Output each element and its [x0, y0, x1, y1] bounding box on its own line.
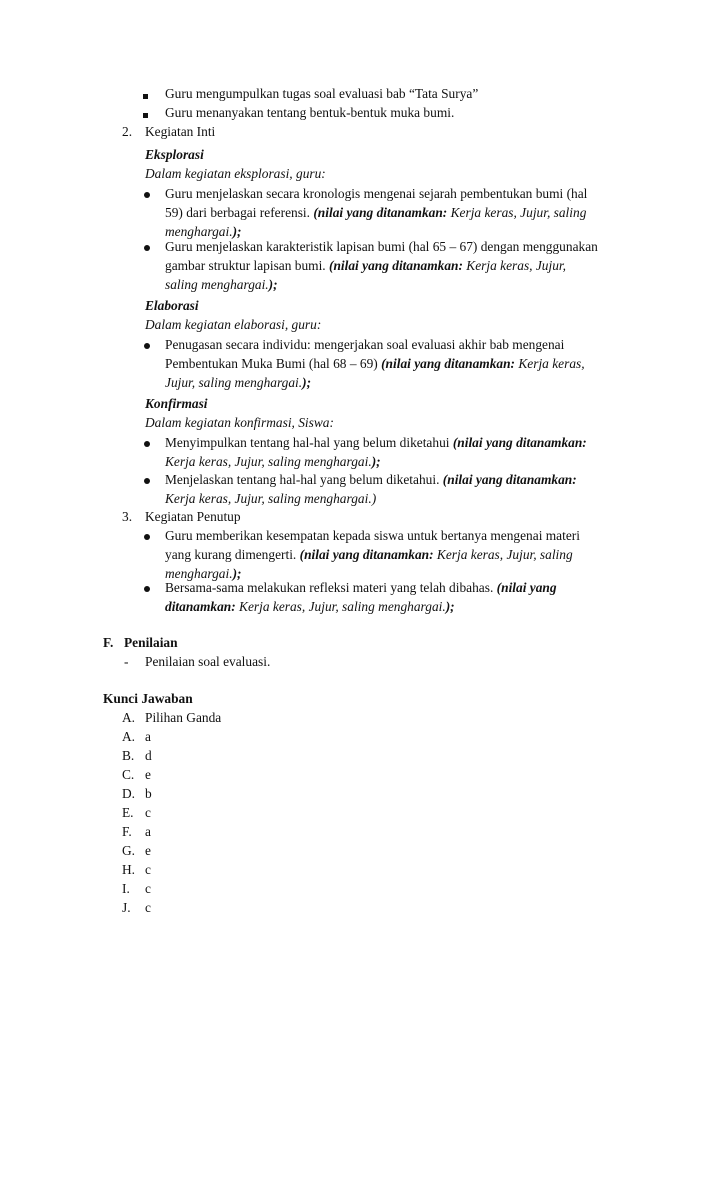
- activity-line: Guru memberikan kesempatan kepada siswa untuk bertanya mengenai materi: [165, 528, 580, 543]
- square-bullet-icon: [143, 113, 148, 118]
- step-number: 2.: [122, 124, 133, 139]
- step-title: Kegiatan Inti: [145, 124, 216, 139]
- activity-line: ditanamkan: Kerja keras, Jujur, saling menghargai.);: [165, 599, 455, 614]
- round-bullet-icon: [144, 343, 150, 349]
- value-text: Kerja keras, Jujur, saling: [433, 547, 573, 562]
- penilaian-item: Penilaian soal evaluasi.: [145, 654, 271, 669]
- subsection-intro: Dalam kegiatan eksplorasi, guru:: [145, 166, 326, 181]
- activity-line: Menjelaskan tentang hal-hal yang belum diketahui. (nilai yang ditanamkan:: [165, 472, 577, 487]
- value-text: saling menghargai.: [165, 277, 269, 292]
- activity-line: Pembentukan Muka Bumi (hal 68 – 69) (nilai yang ditanamkan: Kerja keras,: [165, 356, 585, 371]
- answer-section-title: Pilihan Ganda: [145, 710, 222, 725]
- pendahuluan-item: Guru menanyakan tentang bentuk-bentuk muka bumi.: [165, 105, 455, 120]
- pendahuluan-item: Guru mengumpulkan tugas soal evaluasi bab “Tata Surya”: [165, 86, 479, 101]
- answer-value: e: [145, 767, 151, 782]
- activity-line: saling menghargai.);: [165, 277, 278, 292]
- answer-value: a: [145, 729, 151, 744]
- value-text: Kerja keras, Jujur, saling menghargai.: [165, 491, 372, 506]
- round-bullet-icon: [144, 192, 150, 198]
- answer-value: c: [145, 805, 151, 820]
- answer-section-letter: A.: [122, 710, 136, 725]
- value-label: (nilai yang ditanamkan:: [313, 205, 448, 220]
- answer-value: c: [145, 881, 151, 896]
- answer-number: E.: [122, 805, 134, 820]
- round-bullet-icon: [144, 534, 150, 540]
- activity-line: Guru menjelaskan karakteristik lapisan bumi (hal 65 – 67) dengan menggunakan: [165, 239, 598, 254]
- square-bullet-icon: [143, 94, 148, 99]
- value-label: (nilai yang: [496, 580, 557, 595]
- step-title: Kegiatan Penutup: [145, 509, 241, 524]
- answer-number: I.: [122, 881, 130, 896]
- activity-line: Penugasan secara individu: mengerjakan soal evaluasi akhir bab mengenai: [165, 337, 565, 352]
- value-text: Kerja keras,: [515, 356, 585, 371]
- subsection-intro: Dalam kegiatan elaborasi, guru:: [145, 317, 322, 332]
- value-text: Kerja keras, Jujur,: [462, 258, 566, 273]
- activity-line: Kerja keras, Jujur, saling menghargai.): [165, 491, 377, 506]
- activity-line: menghargai.);: [165, 224, 242, 239]
- activity-line: Kerja keras, Jujur, saling menghargai.);: [165, 454, 381, 469]
- value-text: Jujur, saling menghargai.: [165, 375, 303, 390]
- round-bullet-icon: [144, 441, 150, 447]
- answer-number: H.: [122, 862, 136, 877]
- subsection-intro: Dalam kegiatan konfirmasi, Siswa:: [145, 415, 334, 430]
- section-title: Penilaian: [124, 635, 178, 650]
- answer-value: a: [145, 824, 151, 839]
- dash-bullet: -: [124, 654, 129, 669]
- answer-value: b: [145, 786, 152, 801]
- answer-number: B.: [122, 748, 135, 763]
- round-bullet-icon: [144, 245, 150, 251]
- activity-line: Guru menjelaskan secara kronologis mengenai sejarah pembentukan bumi (hal: [165, 186, 588, 201]
- step-number: 3.: [122, 509, 133, 524]
- activity-line: Menyimpulkan tentang hal-hal yang belum diketahui (nilai yang ditanamkan:: [165, 435, 587, 450]
- round-bullet-icon: [144, 586, 150, 592]
- value-text: menghargai.: [165, 224, 233, 239]
- answer-value: d: [145, 748, 152, 763]
- value-label: (nilai yang ditanamkan:: [299, 547, 434, 562]
- value-label: (nilai yang ditanamkan:: [452, 435, 587, 450]
- answer-number: F.: [122, 824, 132, 839]
- activity-line: gambar struktur lapisan bumi. (nilai yang ditanamkan: Kerja keras, Jujur,: [165, 258, 566, 273]
- answer-number: G.: [122, 843, 136, 858]
- answer-number: C.: [122, 767, 135, 782]
- value-text: menghargai.: [165, 566, 233, 581]
- value-text: Kerja keras, Jujur, saling menghargai.: [165, 454, 372, 469]
- value-label: (nilai yang ditanamkan:: [381, 356, 516, 371]
- activity-line: Bersama-sama melakukan refleksi materi yang telah dibahas. (nilai yang: [165, 580, 557, 595]
- subsection-heading: Konfirmasi: [145, 396, 208, 411]
- subsection-heading: Eksplorasi: [145, 147, 204, 162]
- section-letter: F.: [103, 635, 114, 650]
- round-bullet-icon: [144, 478, 150, 484]
- activity-line: Jujur, saling menghargai.);: [165, 375, 312, 390]
- answer-number: D.: [122, 786, 136, 801]
- answer-number: A.: [122, 729, 136, 744]
- activity-line: yang kurang dimengerti. (nilai yang ditanamkan: Kerja keras, Jujur, saling: [165, 547, 573, 562]
- answer-value: e: [145, 843, 151, 858]
- subsection-heading: Elaborasi: [145, 298, 199, 313]
- activity-line: 59) dari berbagai referensi. (nilai yang ditanamkan: Kerja keras, Jujur, saling: [165, 205, 587, 220]
- answer-key-title: Kunci Jawaban: [103, 691, 193, 706]
- value-label: (nilai yang ditanamkan:: [442, 472, 577, 487]
- activity-line: menghargai.);: [165, 566, 242, 581]
- value-text: Kerja keras, Jujur, saling: [447, 205, 587, 220]
- answer-value: c: [145, 862, 151, 877]
- value-text: Kerja keras, Jujur, saling menghargai.: [235, 599, 446, 614]
- value-label: (nilai yang ditanamkan:: [329, 258, 463, 273]
- value-label: ditanamkan:: [165, 599, 236, 614]
- answer-number: J.: [122, 900, 131, 915]
- answer-value: c: [145, 900, 151, 915]
